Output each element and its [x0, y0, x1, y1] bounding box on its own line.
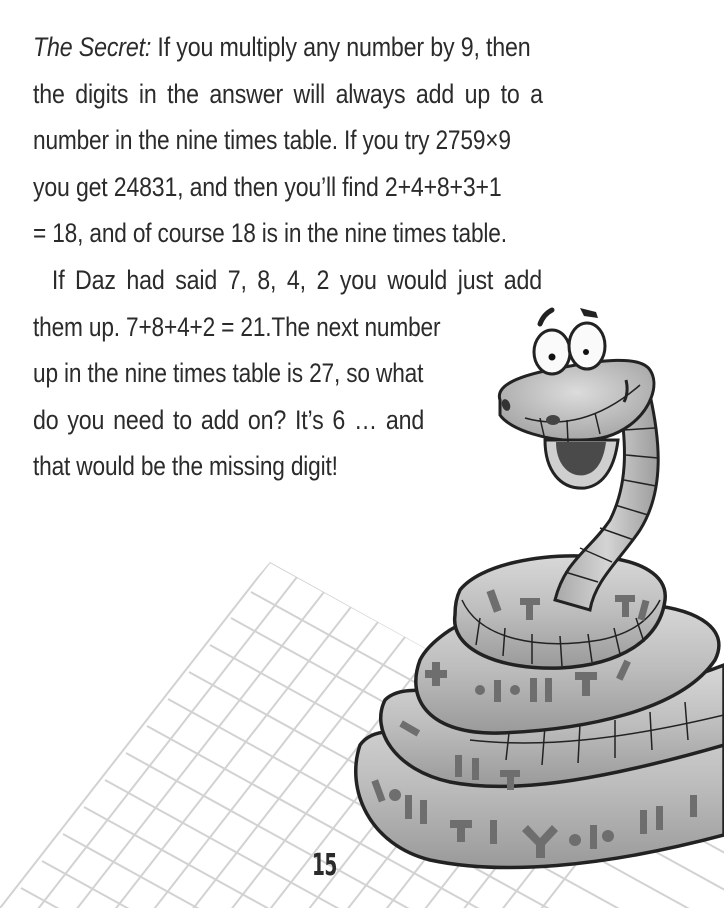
text-line: number in the nine times table. If you try 2759×9	[33, 125, 511, 155]
text-line: the digits in the answer will always add up to a	[33, 78, 543, 109]
text-line: = 18, and of course 18 is in the nine times table.	[33, 218, 507, 248]
text-line: If Daz had said 7, 8, 4, 2 you would just add	[51, 265, 542, 295]
text-line: you get 24831, and then you’ll find 2+4+8+3+1	[33, 171, 502, 202]
text-line: If you multiply any number by 9, then	[151, 32, 531, 62]
text-line: that would be the missing digit!	[33, 451, 338, 481]
the-secret-label: The Secret:	[33, 32, 152, 62]
text-line: do you need to add on? It’s 6 … and	[33, 404, 425, 435]
text-line: them up. 7+8+4+2 = 21.The next number	[33, 311, 441, 342]
page-number: 15	[312, 848, 337, 883]
text-line: up in the nine times table is 27, so what	[33, 358, 424, 388]
